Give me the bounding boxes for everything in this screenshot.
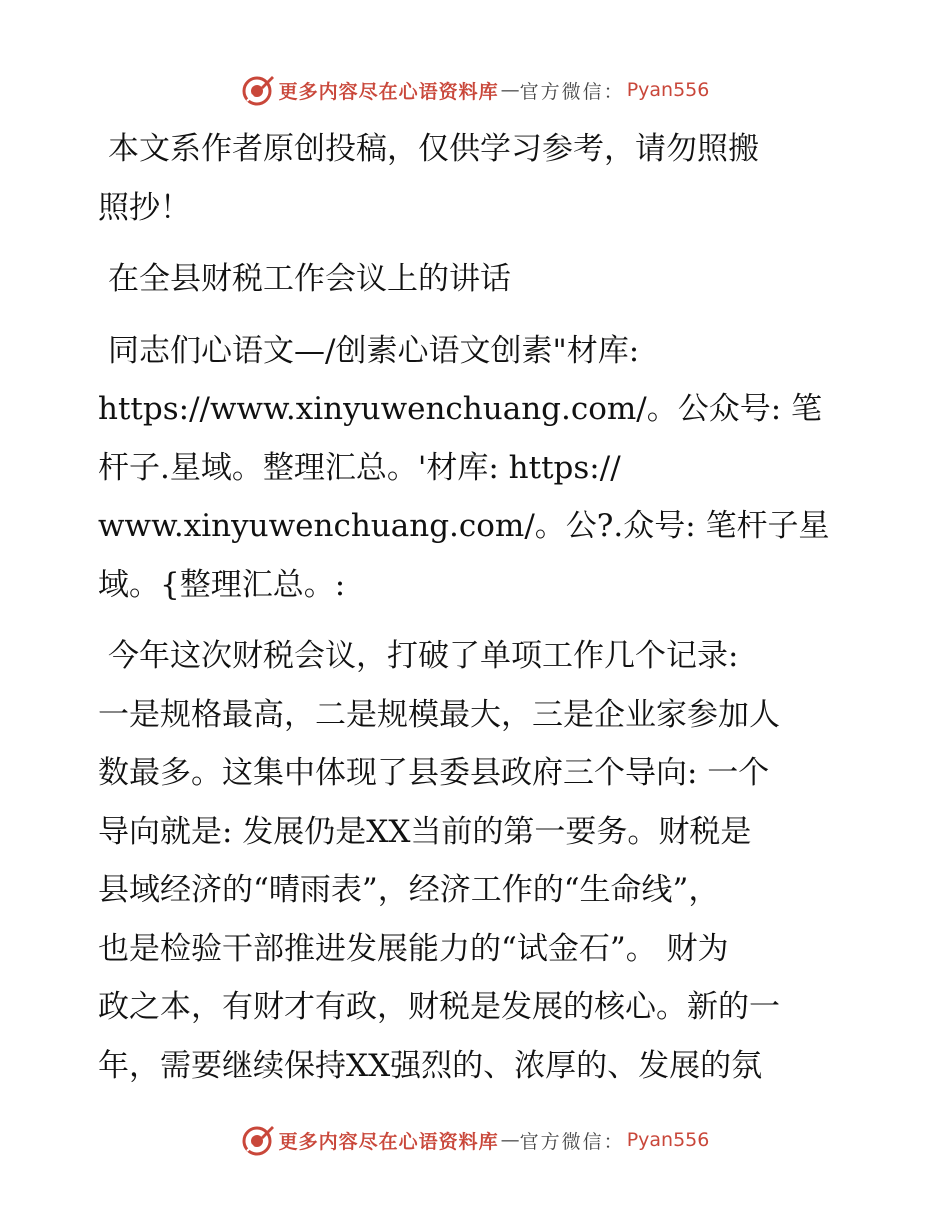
header-watermark (0, 70, 950, 110)
text-line: 导向就是: 发展仍是XX当前的第一要务。财税是 (98, 813, 752, 850)
watermark-separator: — (500, 79, 518, 101)
text-line: www.xinyuwenchuang.com/。公?.众号: 笔杆子星 (98, 508, 830, 544)
text-line: 同志们心语文—/创素心语文创素"材库: (108, 332, 640, 369)
pen-logo-icon (241, 73, 275, 107)
text-line: 县域经济的“晴雨表”，经济工作的“生命线”， (98, 872, 720, 908)
text-line: 也是检验干部推进发展能力的“试金石”。 财为 (98, 930, 729, 967)
watermark-title: 更多内容尽在心语资料库 (278, 1130, 499, 1153)
watermark-wechat-label: 官方微信： (519, 80, 625, 103)
footer-watermark (0, 1120, 950, 1160)
text-line: 在全县财税工作会议上的讲话 (108, 261, 511, 297)
text-line: 政之本，有财才有政，财税是发展的核心。新的一 (98, 989, 780, 1025)
greeting-paragraph (98, 322, 858, 615)
text-line: 本文系作者原创投稿，仅供学习参考，请勿照搬 (108, 131, 759, 167)
speech-title (98, 250, 858, 309)
body-paragraph (98, 627, 858, 1095)
text-line: 数最多。这集中体现了县委县政府三个导向: 一个 (98, 755, 770, 791)
disclaimer-paragraph (98, 120, 858, 237)
text-line: 一是规格最高，二是规模最大，三是企业家参加人 (98, 696, 780, 733)
text-line: https://www.xinyuwenchuang.com/。公众号: 笔 (98, 391, 823, 427)
watermark-wechat-id: Pyan556 (626, 79, 710, 101)
watermark-wechat-label: 官方微信： (519, 1130, 625, 1153)
text-line: 域。{整理汇总。: (98, 566, 346, 603)
pen-logo-icon (241, 1123, 275, 1157)
watermark-wechat-id: Pyan556 (626, 1129, 710, 1151)
text-line: 今年这次财税会议，打破了单项工作几个记录: (108, 638, 739, 674)
watermark-title: 更多内容尽在心语资料库 (278, 80, 499, 103)
text-line: 杆子.星域。整理汇总。'材库: https:// (98, 449, 621, 486)
watermark-separator: — (500, 1129, 518, 1151)
text-line: 年，需要继续保持XX强烈的、浓厚的、发展的氛 (98, 1047, 763, 1084)
document-body (98, 120, 858, 1095)
text-line: 照抄！ (98, 189, 191, 226)
